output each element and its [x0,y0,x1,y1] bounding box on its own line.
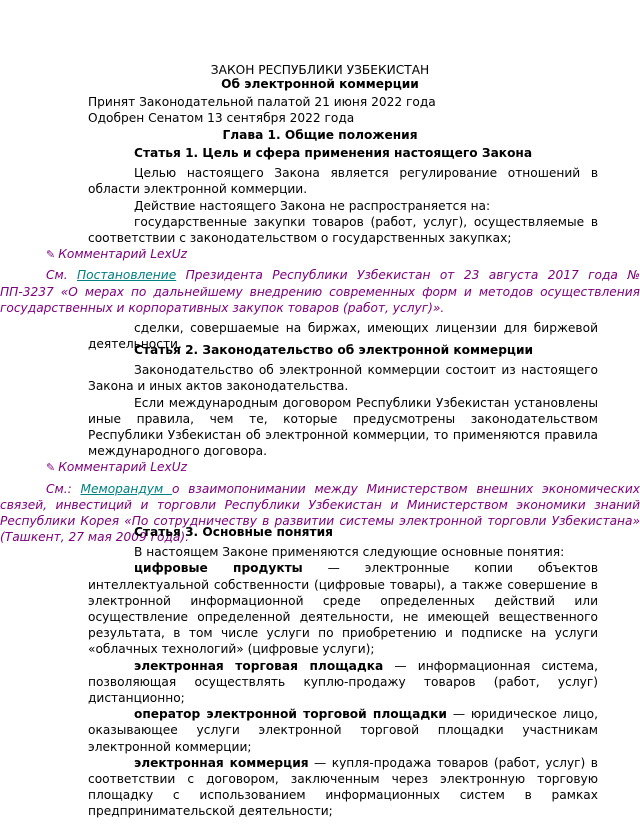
article-2-title: Статья 2. Законодательство об электронной коммерции [134,343,534,357]
law-title: ЗАКОН РЕСПУБЛИКИ УЗБЕКИСТАН [210,63,430,77]
article-2-comment-label[interactable] [0,459,640,476]
article-3 [0,524,640,820]
adoption-info [0,94,640,126]
term-item [88,658,598,707]
term-definition: — электронные копии объектов интеллектуальной собственности (цифровые товары), а также совершение в электронной информационной среде определенных действий или осуществление определенной деятельности, не имеющей вещественного результата, в том числе услуги по приобретению и подписке на услуги «облачных технологий» (цифровые услуги); [88,561,598,657]
term-item [88,560,598,657]
article-3-title: Статья 3. Основные понятия [134,525,333,539]
article-1-p3: государственные закупки товаров (работ, услуг), осуществляемые в соответствии с законодательством о государственных закупках; [88,214,598,246]
approved-line: Одобрен Сенатом 13 сентября 2022 года [88,111,355,126]
term-definition: — купля-продажа товаров (работ, услуг) в соответствии с договором, заключенным через электронную торговую площадку с использованием информационных систем в рамках предпринимательской деятельности; [88,755,598,819]
term-name: электронная торговая площадка [134,658,384,673]
term-name: оператор электронной торговой площадки [134,707,447,722]
article-2-p2: Если международным договором Республики Узбекистан установлены иные правила, чем те, которые предусмотрены законодательством Республики Узбекистан об электронной коммерции, то применяются правила международного договора. [88,395,598,459]
comment-text: Президента Республики Узбекистан от 23 августа 2017 года № ПП-3237 «О мерах по дальнейшему внедрению современных форм и методов осуществления государственных и корпоративных закупок товаров (работ, услуг)». [0,268,640,315]
law-subtitle: Об электронной коммерции [221,77,419,91]
comment-prefix: См. [46,268,78,283]
comment-icon: ✎ [46,461,56,475]
article-3-intro: В настоящем Законе применяются следующие основные понятия: [134,545,565,560]
article-1-p1: Целью настоящего Закона является регулирование отношений в области электронной коммерции. [88,166,598,197]
resolution-link[interactable]: Постановление [77,268,177,283]
memorandum-link[interactable]: Меморандум [80,481,172,496]
term-item [88,706,598,755]
term-definition: — юридическое лицо, оказывающее услуги электронной торговой площадки участникам электронной коммерции; [88,707,598,754]
adopted-line: Принят Законодательной палатой 21 июня 2022 года [88,95,436,109]
article-1-comment-label[interactable] [0,246,640,263]
comment-icon: ✎ [46,248,56,262]
term-name: цифровые продукты [134,561,303,576]
article-1-p4: сделки, совершаемые на биржах, имеющих лицензии для биржевой деятельности. [88,321,598,352]
comment-prefix: См.: [46,481,81,496]
article-2-p1: Законодательство об электронной коммерции состоит из настоящего Закона и иных актов законодательства. [88,363,598,394]
term-item [88,755,598,820]
article-1 [0,145,640,352]
comment-text: о взаимопонимании между Министерством внешних экономических связей, инвестиций и торговли Республики Узбекистан и Министерством экономики знаний Республики Корея «По сотрудничеству в развитии системы электронной торговли Узбекистана» (Ташкент, 27 мая 2009 года). [0,481,640,545]
article-2 [0,342,640,545]
article-1-p2: Действие настоящего Закона не распространяется на: [134,198,491,213]
term-name: электронная коммерция [134,755,309,770]
article-1-comment [0,267,640,316]
article-1-title: Статья 1. Цель и сфера применения настоящего Закона [134,146,533,160]
comment-label-text: Комментарий LexUz [58,247,188,262]
chapter-1-heading: Глава 1. Общие положения [222,128,418,142]
term-definition: — информационная система, позволяющая осуществлять куплю-продажу товаров (работ, услуг) дистанционно; [88,658,598,706]
comment-label-text: Комментарий LexUz [58,460,188,475]
